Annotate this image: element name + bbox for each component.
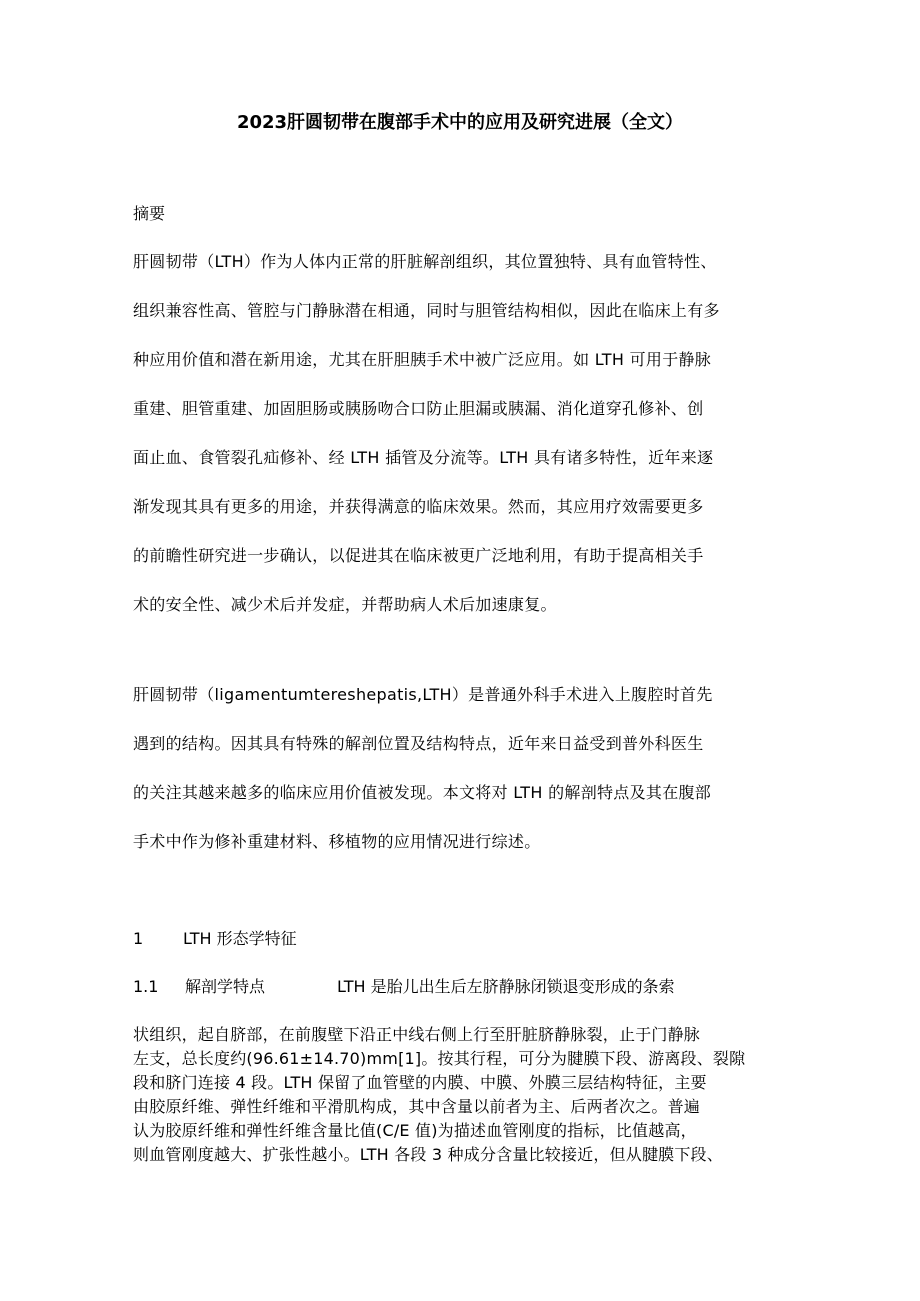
- section-lead-text: LTH 是胎儿出生后左脐静脉闭锁退变形成的条索: [337, 977, 675, 996]
- section-1-1-heading: [133, 975, 675, 999]
- abstract-line: 肝圆韧带（LTH）作为人体内正常的肝脏解剖组织，其位置独特、具有血管特性、: [133, 252, 717, 271]
- abstract-line: 重建、胆管重建、加固胆肠或胰肠吻合口防止胆漏或胰漏、消化道穿孔修补、创: [133, 399, 704, 418]
- document-title: 2023肝圆韧带在腹部手术中的应用及研究进展（全文）: [236, 112, 684, 133]
- body-line: 认为胶原纤维和弹性纤维含量比值(C/E 值)为描述血管刚度的指标，比值越高，: [133, 1121, 697, 1140]
- section-1-heading: [133, 927, 297, 951]
- body-line: 状组织，起自脐部，在前腹壁下沿正中线右侧上行至肝脏脐静脉裂，止于门静脉: [133, 1025, 701, 1044]
- abstract-line: 组织兼容性高、管腔与门静脉潜在相通，同时与胆管结构相似，因此在临床上有多: [133, 301, 720, 320]
- intro-paragraph: [133, 683, 808, 879]
- intro-line: 手术中作为修补重建材料、移植物的应用情况进行综述。: [133, 832, 541, 851]
- section-number: 1: [133, 929, 144, 948]
- abstract-line: 面止血、食管裂孔疝修补、经 LTH 插管及分流等。LTH 具有诸多特性，近年来逐: [133, 448, 714, 467]
- intro-line: 的关注其越来越多的临床应用价值被发现。本文将对 LTH 的解剖特点及其在腹部: [133, 783, 712, 802]
- body-paragraph: [133, 1023, 808, 1167]
- abstract-paragraph: [133, 250, 808, 642]
- intro-line: 遇到的结构。因其具有特殊的解剖位置及结构特点，近年来日益受到普外科医生: [133, 734, 704, 753]
- body-line: 段和脐门连接 4 段。LTH 保留了血管壁的内膜、中膜、外膜三层结构特征，主要: [133, 1073, 707, 1092]
- body-line: 左支，总长度约(96.61±14.70)mm[1]。按其行程，可分为腱膜下段、游离段、裂隙: [133, 1049, 746, 1068]
- body-line: 则血管刚度越大、扩张性越小。LTH 各段 3 种成分含量比较接近，但从腱膜下段、: [133, 1145, 723, 1164]
- section-number: 1.1: [133, 977, 159, 996]
- intro-line: 肝圆韧带（ligamentumtereshepatis,LTH）是普通外科手术进入上腹腔时首先: [133, 685, 713, 704]
- abstract-line: 术的安全性、减少术后并发症，并帮助病人术后加速康复。: [133, 595, 557, 614]
- section-title: 解剖学特点: [185, 977, 266, 996]
- abstract-line: 种应用价值和潜在新用途，尤其在肝胆胰手术中被广泛应用。如 LTH 可用于静脉: [133, 350, 712, 369]
- abstract-line: 渐发现其具有更多的用途，并获得满意的临床效果。然而，其应用疗效需要更多: [133, 497, 704, 516]
- abstract-heading: 摘要: [133, 204, 166, 223]
- abstract-line: 的前瞻性研究进一步确认，以促进其在临床被更广泛地利用，有助于提高相关手: [133, 546, 704, 565]
- body-line: 由胶原纤维、弹性纤维和平滑肌构成，其中含量以前者为主、后两者次之。普遍: [133, 1097, 701, 1116]
- section-title: LTH 形态学特征: [183, 929, 297, 948]
